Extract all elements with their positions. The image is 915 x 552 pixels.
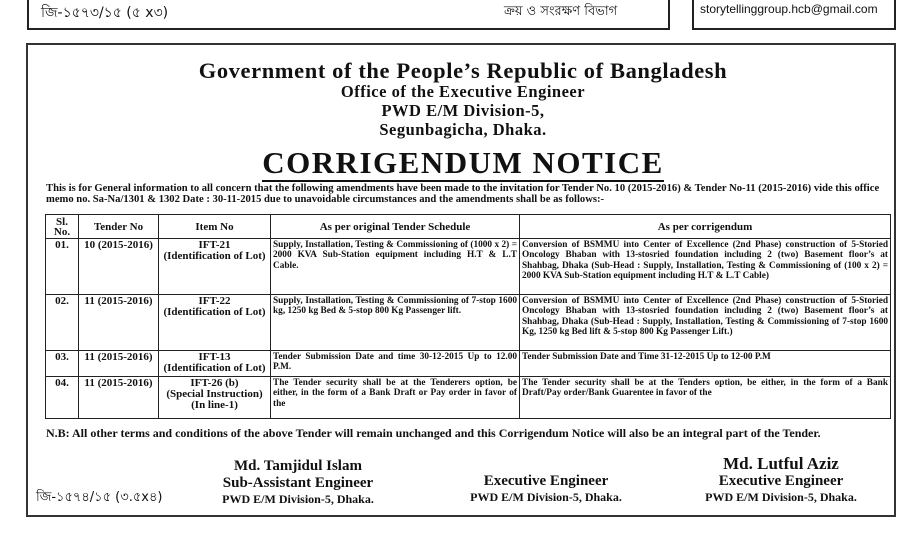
table-header-row bbox=[46, 215, 891, 239]
cell-sl: 01. bbox=[46, 239, 79, 295]
cell-tender: 11 (2015-2016) bbox=[79, 377, 159, 419]
cell-corrigendum: Tender Submission Date and Time 31-12-2015 Up to 12-00 P.M bbox=[520, 351, 891, 377]
signature-left bbox=[183, 458, 413, 507]
signatory-title: Sub-Assistant Engineer bbox=[222, 475, 374, 491]
cell-sl: 04. bbox=[46, 377, 79, 419]
item-line: IFT-21 bbox=[198, 239, 231, 251]
cell-tender: 10 (2015-2016) bbox=[79, 239, 159, 295]
item-line: (Identification of Lot) bbox=[163, 362, 266, 374]
cell-item bbox=[159, 295, 271, 351]
top-right-box bbox=[692, 0, 896, 30]
table-row bbox=[46, 239, 891, 295]
intro-paragraph: This is for General information to all concern that the following amendments have been made to the invitation for Tender No. 10 (2015-2016) & Tender No-11 (2015-2016) vide this office memo no. Sa-Na/1301 & 1302 Date : 30-11-2015 due to unavoidable circumstances and the amendments shall be as follows:- bbox=[46, 183, 880, 205]
office-heading: Office of the Executive Engineer bbox=[340, 82, 586, 101]
signatory-title: Executive Engineer bbox=[718, 473, 844, 489]
signature-right bbox=[676, 454, 886, 505]
amendment-table bbox=[45, 214, 891, 419]
cell-tender: 11 (2015-2016) bbox=[79, 351, 159, 377]
cell-sl: 03. bbox=[46, 351, 79, 377]
signature-middle bbox=[446, 473, 646, 505]
item-line: (Identification of Lot) bbox=[163, 306, 266, 318]
notice-title-wrap bbox=[28, 145, 898, 181]
col-tender: Tender No bbox=[79, 215, 159, 239]
cell-item bbox=[159, 377, 271, 419]
nb-note: N.B: All other terms and conditions of the above Tender will remain unchanged and this Corrigendum Notice will also be an integral part of the Tender. bbox=[46, 426, 821, 440]
cell-tender: 11 (2015-2016) bbox=[79, 295, 159, 351]
item-line: (Identification of Lot) bbox=[163, 250, 266, 262]
memo-number-bottom: জি-১৫৭৪/১৫ (৩.৫x৪) bbox=[36, 490, 163, 505]
signatory-name: Md. Tamjidul Islam bbox=[234, 458, 362, 474]
item-line: IFT-22 bbox=[198, 295, 231, 307]
email-address: storytellinggroup.hcb@gmail.com bbox=[700, 2, 878, 16]
table-row bbox=[46, 295, 891, 351]
col-corrigendum: As per corrigendum bbox=[520, 215, 891, 239]
department-label: ক্রয় ও সংরক্ষণ বিভাগ bbox=[504, 4, 618, 19]
cell-sl: 02. bbox=[46, 295, 79, 351]
col-sl: Sl. No. bbox=[46, 215, 79, 239]
notice-frame bbox=[26, 43, 896, 517]
cell-original: Supply, Installation, Testing & Commissioning of (1000 x 2) = 2000 KVA Sub-Station equipment including H.T & L.T Cable. bbox=[271, 239, 520, 295]
division-heading: PWD E/M Division-5, bbox=[381, 101, 545, 120]
table-row bbox=[46, 351, 891, 377]
notice-title: CORRIGENDUM NOTICE bbox=[262, 145, 664, 180]
item-line: IFT-26 (b) bbox=[190, 377, 239, 389]
cell-original: Supply, Installation, Testing & Commissioning of 7-stop 1600 kg, 1250 kg Bed & 5-stop 800 Kg Passenger lift. bbox=[271, 295, 520, 351]
cell-corrigendum: Conversion of BSMMU into Center of Excellence (2nd Phase) construction of 5-Storied Oncology Bhaban with 13-stosried foundation including 2 (two) Basement floor’s at Shahbag, Dhaka (Sub-Head : Supply, Installation, Testing & Commissioning of 7-stop 1600 Kg, 1250 kg Bed lift & 5-stop 800 Kg Passenger Lift.) bbox=[520, 295, 891, 351]
signatory-name: Md. Lutful Aziz bbox=[723, 454, 839, 473]
cell-item bbox=[159, 351, 271, 377]
location-heading: Segunbagicha, Dhaka. bbox=[379, 120, 547, 139]
item-line: (In line-1) bbox=[191, 399, 238, 411]
memo-number-top: জি-১৫৭৩/১৫ (৫ x৩) bbox=[41, 5, 169, 21]
signatory-office: PWD E/M Division-5, Dhaka. bbox=[222, 492, 374, 506]
cell-corrigendum: The Tender security shall be at the Tenders option, be either, in the form of a Bank Draft/Pay order/Bank Guarentee in favor of the bbox=[520, 377, 891, 419]
item-line: IFT-13 bbox=[198, 351, 231, 363]
top-left-box bbox=[27, 0, 670, 30]
col-item: Item No bbox=[159, 215, 271, 239]
cell-original: Tender Submission Date and time 30-12-2015 Up to 12.00 P.M. bbox=[271, 351, 520, 377]
cell-item bbox=[159, 239, 271, 295]
signatory-office: PWD E/M Division-5, Dhaka. bbox=[470, 490, 622, 504]
cell-original: The Tender security shall be at the Tenderers option, be either, in the form of a Bank Draft or Pay order in favor of the bbox=[271, 377, 520, 419]
signatory-title: Executive Engineer bbox=[483, 473, 609, 489]
government-heading: Government of the People’s Republic of Bangladesh bbox=[198, 58, 728, 83]
signatory-office: PWD E/M Division-5, Dhaka. bbox=[705, 490, 857, 504]
col-original: As per original Tender Schedule bbox=[271, 215, 520, 239]
table-row bbox=[46, 377, 891, 419]
item-line: (Special Instruction) bbox=[166, 388, 263, 400]
cell-corrigendum: Conversion of BSMMU into Center of Excellence (2nd Phase) construction of 5-Storied Oncology Bhaban with 13-stosried foundation including 2 (two) Basement floor’s at Shahbag, Dhaka (Sub-Head : Supply, Installation, Testing & Commissioning of (100 x 2) = 2000 KVA Sub-Station equipment including H.T & L.T Cable) bbox=[520, 239, 891, 295]
